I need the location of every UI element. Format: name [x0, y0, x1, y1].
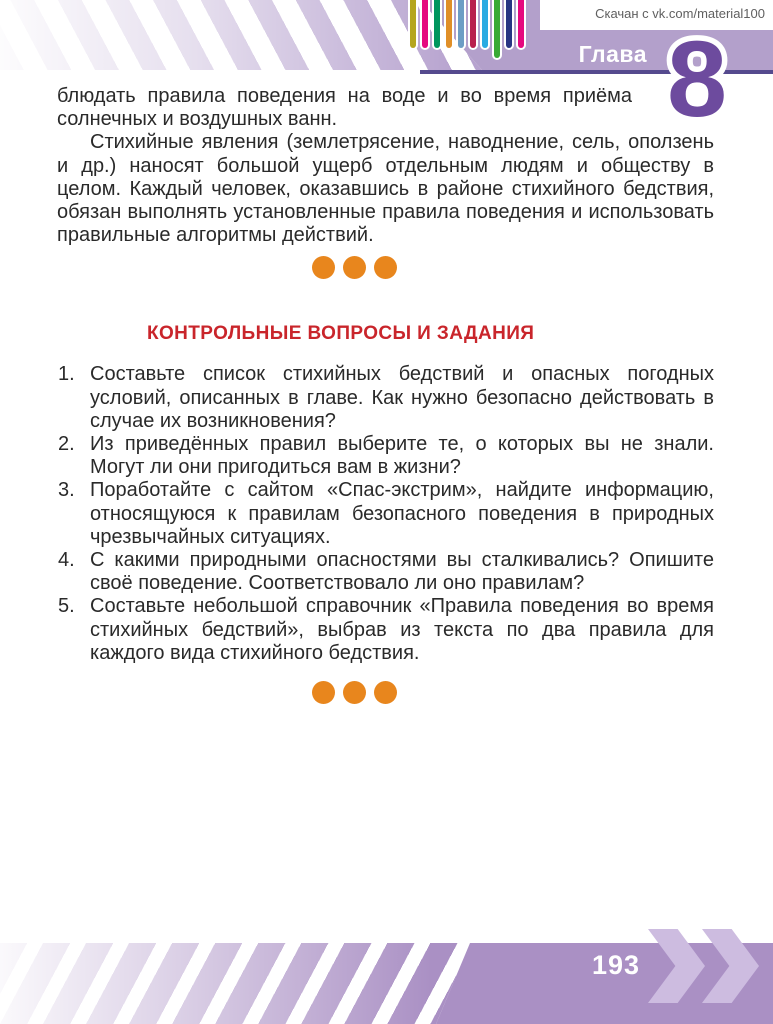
barcode-bar	[444, 0, 454, 50]
chapter-number-badge	[636, 8, 758, 139]
question-item	[57, 549, 714, 595]
page-body	[0, 85, 773, 704]
barcode-bar	[420, 0, 430, 50]
barcode-bar	[432, 0, 442, 50]
question-item	[57, 433, 714, 479]
question-number: 4.	[58, 549, 75, 572]
page-number: 193	[592, 950, 641, 980]
footer-diagonal-stripes	[0, 943, 480, 1024]
page-footer	[0, 943, 773, 1024]
separator-dot	[343, 681, 366, 704]
question-number: 1.	[58, 363, 75, 386]
paragraph: Стихийные явления (землетрясение, наводнение, сель, оползень и др.) наносят большой ущерб отдельным людям и обществу в целом. Каждый человек, оказавшись в районе стихийного бедствия, обязан выполнять установленные правила поведения и использовать правильные алгоритмы действий.	[57, 131, 714, 247]
barcode-bar	[504, 0, 514, 50]
barcode-bar	[516, 0, 526, 50]
question-number: 3.	[58, 479, 75, 502]
dots-separator	[312, 681, 397, 704]
question-text: С какими природными опасностями вы сталкивались? Опишите своё поведение. Соответствовало ли оно правилам?	[90, 549, 714, 595]
separator-dot	[312, 681, 335, 704]
separator-dot	[343, 256, 366, 279]
separator-dot	[312, 256, 335, 279]
paragraph: блюдать правила поведения на воде и во время приёма солнечных и воздушных ванн.	[57, 85, 632, 131]
dots-separator	[312, 256, 397, 279]
barcode	[408, 0, 528, 60]
barcode-bar	[456, 0, 466, 50]
section-heading: КОНТРОЛЬНЫЕ ВОПРОСЫ И ЗАДАНИЯ	[147, 323, 535, 345]
chapter-label: Глава	[578, 41, 647, 67]
separator-dot	[374, 681, 397, 704]
questions-list	[57, 363, 714, 665]
barcode-bar	[480, 0, 490, 50]
question-text: Составьте список стихийных бедствий и опасных погодных условий, описанных в главе. Как нужно безопасно действовать в случае их возникновения?	[90, 363, 714, 432]
question-text: Из приведённых правил выберите те, о которых вы не знали. Могут ли они пригодиться вам в жизни?	[90, 433, 714, 479]
question-text: Поработайте с сайтом «Спас-экстрим», найдите информацию, относящуюся к правилам безопасного поведения в природных чрезвычайных ситуациях.	[90, 479, 714, 548]
question-number: 5.	[58, 595, 75, 618]
barcode-bar	[408, 0, 418, 50]
question-item	[57, 363, 714, 433]
question-number: 2.	[58, 433, 75, 456]
separator-dot	[374, 256, 397, 279]
barcode-bar	[492, 0, 502, 60]
credit-text: Скачан с vk.com/material100	[595, 6, 765, 21]
barcode-bar	[468, 0, 478, 50]
question-text: Составьте небольшой справочник «Правила поведения во время стихийных бедствий», выбрав из текста по два правила для каждого вида стихийного бедствия.	[90, 595, 714, 664]
chapter-number: 8	[666, 18, 728, 139]
question-item	[57, 479, 714, 549]
question-item	[57, 595, 714, 665]
